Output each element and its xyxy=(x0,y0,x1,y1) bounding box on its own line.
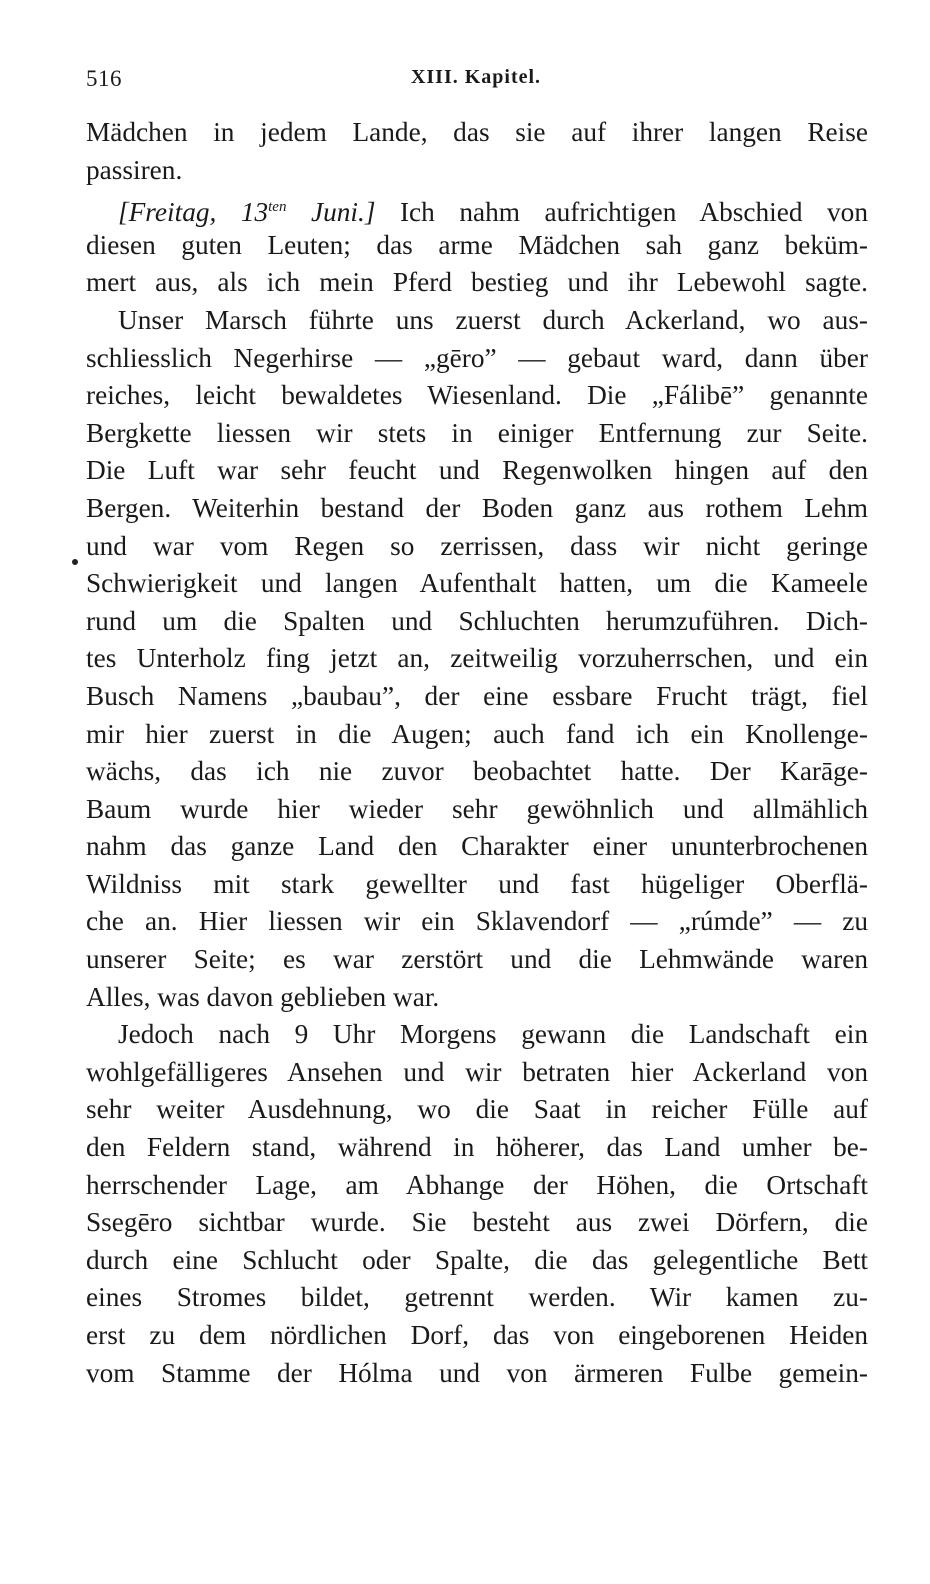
date-prefix: [Freitag, 13 xyxy=(118,197,269,228)
text-line: herrschender Lage, am Abhange der Höhen, die Ortschaft xyxy=(86,1169,868,1200)
text-line: Bergen. Weiterhin bestand der Boden ganz aus rothem Lehm xyxy=(86,492,868,523)
text-line-date xyxy=(86,189,868,227)
text-line: rund um die Spalten und Schluchten herumzuführen. Dich- xyxy=(86,605,868,636)
text-line: Mädchen in jedem Lande, das sie auf ihrer langen Reise xyxy=(86,117,868,147)
text-line: Unser Marsch führte uns zuerst durch Ackerland, wo aus- xyxy=(118,304,868,335)
text-line: Bergkette liessen wir stets in einiger Entfernung zur Seite. xyxy=(86,417,868,448)
text-line: che an. Hier liessen wir ein Sklavendorf — „rúmde” — zu xyxy=(86,906,868,937)
date-annotation xyxy=(118,197,375,227)
page-header xyxy=(86,66,866,106)
text-line: Ssegēro sichtbar wurde. Sie besteht aus zwei Dörfern, die xyxy=(86,1207,868,1238)
text-line: eines Stromes bildet, getrennt werden. Wir kamen zu- xyxy=(86,1282,868,1313)
text-line: wächs, das ich nie zuvor beobachtet hatte. Der Karāge- xyxy=(86,756,868,787)
text-line: passiren. xyxy=(86,154,183,185)
text-line: nahm das ganze Land den Charakter einer ununterbrochenen xyxy=(86,831,868,862)
text-line: und war vom Regen so zerrissen, dass wir nicht geringe xyxy=(86,530,868,561)
text-line: Schwierigkeit und langen Aufenthalt hatten, um die Kameele xyxy=(86,568,868,599)
text-line: durch eine Schlucht oder Spalte, die das gelegentliche Bett xyxy=(86,1244,868,1275)
date-superscript: ten xyxy=(268,199,287,216)
date-line-text: Ich nahm aufrichtigen Abschied von xyxy=(399,197,868,228)
date-suffix: Juni.] xyxy=(286,197,376,228)
page-number: 516 xyxy=(86,66,122,91)
body-text xyxy=(86,114,868,1392)
text-line: schliesslich Negerhirse — „gēro” — gebaut ward, dann über xyxy=(86,342,868,373)
text-line: diesen guten Leuten; das arme Mädchen sah ganz beküm- xyxy=(86,229,868,260)
text-line: mert aus, als ich mein Pferd bestieg und ihr Lebewohl sagte. xyxy=(86,267,868,298)
text-line: tes Unterholz fing jetzt an, zeitweilig vorzuherrschen, und ein xyxy=(86,643,868,674)
text-line: Jedoch nach 9 Uhr Morgens gewann die Landschaft ein xyxy=(118,1019,868,1050)
text-line: Baum wurde hier wieder sehr gewöhnlich und allmählich xyxy=(86,793,868,824)
text-line: Busch Namens „baubau”, der eine essbare Frucht trägt, fiel xyxy=(86,680,868,711)
text-line: sehr weiter Ausdehnung, wo die Saat in reicher Fülle auf xyxy=(86,1094,868,1125)
text-line: Alles, was davon geblieben war. xyxy=(86,981,440,1012)
text-line: wohlgefälligeres Ansehen und wir betraten hier Ackerland von xyxy=(86,1056,868,1087)
text-line: reiches, leicht bewaldetes Wiesenland. Die „Fálibē” genannte xyxy=(86,380,868,411)
running-head: XIII. Kapitel. xyxy=(410,66,542,88)
text-line: den Feldern stand, während in höherer, das Land umher be- xyxy=(86,1132,868,1163)
text-line: unserer Seite; es war zerstört und die Lehmwände waren xyxy=(86,944,868,975)
text-line: erst zu dem nördlichen Dorf, das von eingeborenen Heiden xyxy=(86,1320,868,1350)
text-line: mir hier zuerst in die Augen; auch fand ich ein Knollenge- xyxy=(86,718,868,749)
text-line: Wildniss mit stark gewellter und fast hügeliger Oberflä- xyxy=(86,868,868,899)
margin-mark xyxy=(72,559,78,565)
text-line: vom Stamme der Hólma und von ärmeren Fulbe gemein- xyxy=(86,1357,868,1388)
text-line: Die Luft war sehr feucht und Regenwolken hingen auf den xyxy=(86,455,868,486)
